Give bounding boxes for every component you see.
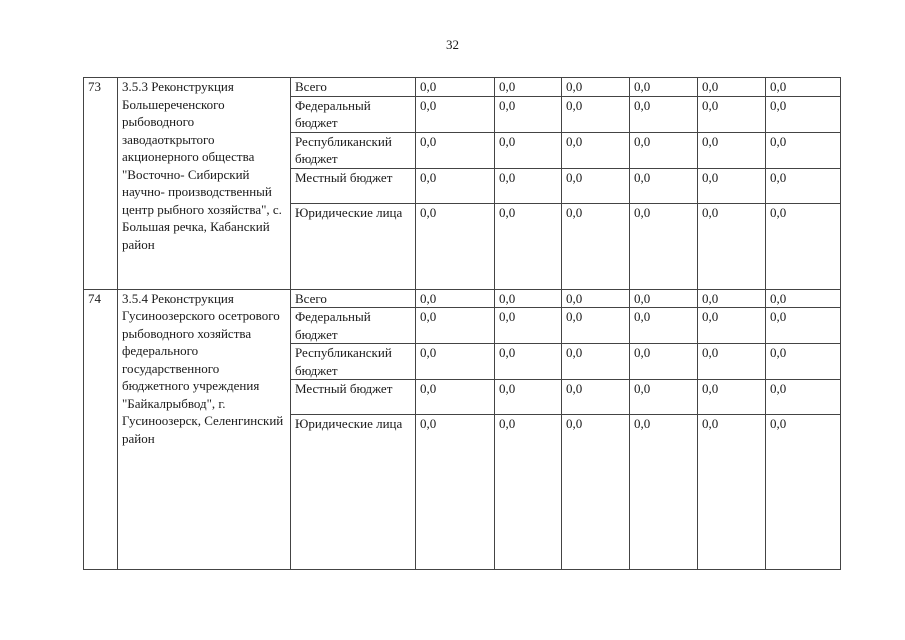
value-cell: 0,0 xyxy=(630,168,698,203)
funding-source: Местный бюджет xyxy=(291,380,416,415)
value-cell: 0,0 xyxy=(630,289,698,308)
funding-source: Юридические лица xyxy=(291,203,416,289)
value-cell: 0,0 xyxy=(495,415,562,570)
value-cell: 0,0 xyxy=(562,168,630,203)
value-cell: 0,0 xyxy=(698,203,766,289)
value-cell: 0,0 xyxy=(495,289,562,308)
value-cell: 0,0 xyxy=(766,308,841,344)
value-cell: 0,0 xyxy=(766,415,841,570)
value-cell: 0,0 xyxy=(698,78,766,97)
value-cell: 0,0 xyxy=(766,132,841,168)
value-cell: 0,0 xyxy=(562,344,630,380)
value-cell: 0,0 xyxy=(495,132,562,168)
row-number: 74 xyxy=(84,289,118,570)
funding-source: Всего xyxy=(291,289,416,308)
value-cell: 0,0 xyxy=(698,415,766,570)
project-name: 3.5.3 Реконструкция Большереченского рыбоводного заводаоткрытого акционерного общества "Восточно- Сибирский научно- производственный центр рыбного хозяйства", с. Большая речка, Кабанский район xyxy=(118,78,291,290)
value-cell: 0,0 xyxy=(630,380,698,415)
value-cell: 0,0 xyxy=(562,380,630,415)
funding-source: Всего xyxy=(291,78,416,97)
value-cell: 0,0 xyxy=(416,96,495,132)
row-number: 73 xyxy=(84,78,118,290)
value-cell: 0,0 xyxy=(416,380,495,415)
value-cell: 0,0 xyxy=(630,96,698,132)
value-cell: 0,0 xyxy=(630,344,698,380)
value-cell: 0,0 xyxy=(416,78,495,97)
value-cell: 0,0 xyxy=(495,96,562,132)
value-cell: 0,0 xyxy=(495,168,562,203)
funding-source: Республиканский бюджет xyxy=(291,344,416,380)
funding-source: Федеральный бюджет xyxy=(291,308,416,344)
value-cell: 0,0 xyxy=(416,132,495,168)
funding-source: Юридические лица xyxy=(291,415,416,570)
value-cell: 0,0 xyxy=(698,308,766,344)
funding-source: Местный бюджет xyxy=(291,168,416,203)
value-cell: 0,0 xyxy=(630,308,698,344)
funding-source: Федеральный бюджет xyxy=(291,96,416,132)
value-cell: 0,0 xyxy=(562,203,630,289)
value-cell: 0,0 xyxy=(698,168,766,203)
table-row xyxy=(84,289,841,308)
value-cell: 0,0 xyxy=(698,132,766,168)
value-cell: 0,0 xyxy=(495,344,562,380)
value-cell: 0,0 xyxy=(495,78,562,97)
value-cell: 0,0 xyxy=(766,96,841,132)
value-cell: 0,0 xyxy=(766,344,841,380)
value-cell: 0,0 xyxy=(698,96,766,132)
project-name: 3.5.4 Реконструкция Гусиноозерского осетрового рыбоводного хозяйства федерального государственного бюджетного учреждения "Байкалрыбвод", г. Гусиноозерск, Селенгинский район xyxy=(118,289,291,570)
value-cell: 0,0 xyxy=(630,132,698,168)
value-cell: 0,0 xyxy=(630,415,698,570)
table-row xyxy=(84,78,841,97)
value-cell: 0,0 xyxy=(698,344,766,380)
value-cell: 0,0 xyxy=(562,289,630,308)
value-cell: 0,0 xyxy=(562,78,630,97)
value-cell: 0,0 xyxy=(766,168,841,203)
value-cell: 0,0 xyxy=(562,308,630,344)
value-cell: 0,0 xyxy=(766,289,841,308)
value-cell: 0,0 xyxy=(416,168,495,203)
value-cell: 0,0 xyxy=(416,289,495,308)
value-cell: 0,0 xyxy=(416,203,495,289)
funding-table xyxy=(83,77,841,570)
value-cell: 0,0 xyxy=(698,380,766,415)
value-cell: 0,0 xyxy=(630,78,698,97)
value-cell: 0,0 xyxy=(562,132,630,168)
value-cell: 0,0 xyxy=(766,78,841,97)
value-cell: 0,0 xyxy=(495,380,562,415)
funding-source: Республиканский бюджет xyxy=(291,132,416,168)
value-cell: 0,0 xyxy=(416,344,495,380)
value-cell: 0,0 xyxy=(495,308,562,344)
value-cell: 0,0 xyxy=(562,96,630,132)
value-cell: 0,0 xyxy=(495,203,562,289)
value-cell: 0,0 xyxy=(416,308,495,344)
value-cell: 0,0 xyxy=(698,289,766,308)
value-cell: 0,0 xyxy=(766,203,841,289)
value-cell: 0,0 xyxy=(416,415,495,570)
value-cell: 0,0 xyxy=(766,380,841,415)
value-cell: 0,0 xyxy=(630,203,698,289)
page-number: 32 xyxy=(446,37,459,52)
value-cell: 0,0 xyxy=(562,415,630,570)
